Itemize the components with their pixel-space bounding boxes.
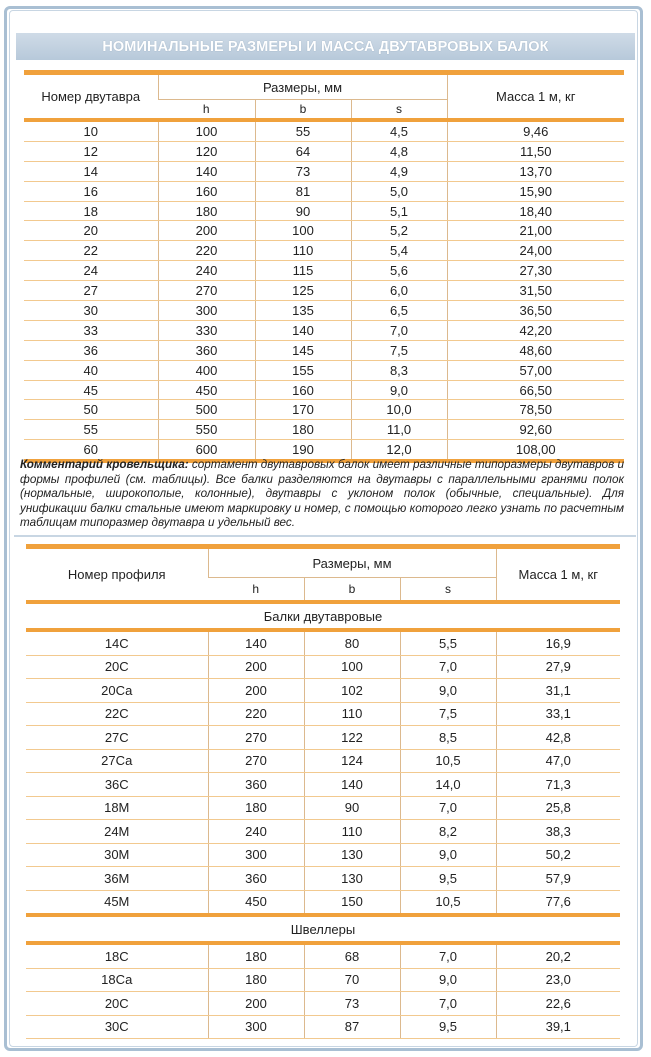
cell-number: 33	[24, 320, 158, 340]
cell-b: 80	[304, 630, 400, 655]
cell-number: 45М	[26, 890, 208, 915]
cell-mass: 18,40	[447, 201, 624, 221]
cell-h: 180	[208, 943, 304, 968]
cell-b: 155	[255, 360, 351, 380]
cell-number: 55	[24, 420, 158, 440]
cell-b: 102	[304, 679, 400, 703]
header-s-2: s	[400, 578, 496, 603]
table-row	[26, 773, 620, 797]
cell-mass: 50,2	[496, 843, 620, 867]
table-row	[24, 221, 624, 241]
cell-s: 9,5	[400, 867, 496, 891]
table-row	[24, 301, 624, 321]
cell-b: 73	[304, 992, 400, 1016]
cell-number: 24М	[26, 820, 208, 844]
cell-b: 90	[304, 796, 400, 820]
table-row	[24, 261, 624, 281]
table-row	[26, 890, 620, 915]
cell-number: 27С	[26, 726, 208, 750]
cell-mass: 42,8	[496, 726, 620, 750]
section-title-channels: Швеллеры	[26, 915, 620, 943]
cell-s: 7,0	[400, 992, 496, 1016]
cell-mass: 47,0	[496, 749, 620, 773]
cell-b: 68	[304, 943, 400, 968]
cell-b: 130	[304, 843, 400, 867]
cell-h: 360	[208, 773, 304, 797]
cell-s: 5,1	[351, 201, 447, 221]
cell-s: 7,0	[400, 943, 496, 968]
cell-mass: 36,50	[447, 301, 624, 321]
cell-s: 5,6	[351, 261, 447, 281]
cell-s: 14,0	[400, 773, 496, 797]
cell-mass: 15,90	[447, 181, 624, 201]
cell-number: 36М	[26, 867, 208, 891]
section-title-beams: Балки двутавровые	[26, 602, 620, 630]
roofer-comment	[20, 458, 624, 531]
cell-h: 140	[208, 630, 304, 655]
cell-s: 7,5	[351, 340, 447, 360]
cell-h: 200	[208, 679, 304, 703]
cell-h: 360	[208, 867, 304, 891]
table-row	[24, 320, 624, 340]
cell-b: 70	[304, 968, 400, 992]
cell-h: 200	[208, 655, 304, 679]
cell-mass: 66,50	[447, 380, 624, 400]
cell-s: 12,0	[351, 440, 447, 461]
table-row	[24, 400, 624, 420]
cell-b: 55	[255, 120, 351, 141]
cell-s: 7,0	[400, 655, 496, 679]
table-row	[26, 968, 620, 992]
cell-h: 200	[208, 992, 304, 1016]
cell-number: 14С	[26, 630, 208, 655]
cell-b: 190	[255, 440, 351, 461]
cell-h: 330	[158, 320, 255, 340]
cell-b: 110	[255, 241, 351, 261]
cell-number: 18Са	[26, 968, 208, 992]
cell-number: 18М	[26, 796, 208, 820]
cell-s: 9,0	[400, 679, 496, 703]
cell-number: 12	[24, 141, 158, 161]
header-number: Номер двутавра	[41, 89, 141, 104]
cell-s: 10,5	[400, 749, 496, 773]
cell-b: 125	[255, 281, 351, 301]
cell-mass: 22,6	[496, 992, 620, 1016]
table-row	[26, 630, 620, 655]
table-row	[24, 360, 624, 380]
cell-b: 140	[255, 320, 351, 340]
cell-h: 100	[158, 120, 255, 141]
cell-s: 8,5	[400, 726, 496, 750]
cell-mass: 57,9	[496, 867, 620, 891]
cell-mass: 27,30	[447, 261, 624, 281]
cell-number: 60	[24, 440, 158, 461]
table-row	[26, 726, 620, 750]
cell-b: 110	[304, 820, 400, 844]
cell-b: 90	[255, 201, 351, 221]
profile-table	[26, 544, 620, 1039]
cell-s: 7,0	[351, 320, 447, 340]
table-row	[26, 943, 620, 968]
section-divider	[14, 535, 636, 537]
table-row	[24, 141, 624, 161]
cell-b: 160	[255, 380, 351, 400]
cell-s: 7,5	[400, 702, 496, 726]
cell-mass: 38,3	[496, 820, 620, 844]
cell-h: 400	[158, 360, 255, 380]
cell-number: 20Са	[26, 679, 208, 703]
cell-mass: 42,20	[447, 320, 624, 340]
cell-number: 20С	[26, 992, 208, 1016]
cell-number: 40	[24, 360, 158, 380]
cell-s: 5,4	[351, 241, 447, 261]
cell-b: 115	[255, 261, 351, 281]
cell-number: 16	[24, 181, 158, 201]
table-row	[26, 749, 620, 773]
cell-b: 130	[304, 867, 400, 891]
cell-mass: 20,2	[496, 943, 620, 968]
cell-mass: 11,50	[447, 141, 624, 161]
cell-b: 110	[304, 702, 400, 726]
cell-b: 122	[304, 726, 400, 750]
cell-number: 18	[24, 201, 158, 221]
cell-b: 170	[255, 400, 351, 420]
cell-number: 36С	[26, 773, 208, 797]
table-row	[24, 420, 624, 440]
cell-h: 300	[158, 301, 255, 321]
table-row	[24, 281, 624, 301]
cell-mass: 31,50	[447, 281, 624, 301]
cell-s: 5,0	[351, 181, 447, 201]
table-row	[26, 702, 620, 726]
cell-mass: 78,50	[447, 400, 624, 420]
cell-mass: 33,1	[496, 702, 620, 726]
cell-b: 100	[304, 655, 400, 679]
cell-s: 10,0	[351, 400, 447, 420]
table-row	[26, 867, 620, 891]
cell-mass: 57,00	[447, 360, 624, 380]
cell-s: 6,5	[351, 301, 447, 321]
header-s: s	[351, 100, 447, 121]
cell-mass: 31,1	[496, 679, 620, 703]
cell-mass: 16,9	[496, 630, 620, 655]
table-row	[26, 679, 620, 703]
cell-b: 81	[255, 181, 351, 201]
cell-s: 9,5	[400, 1015, 496, 1039]
cell-h: 270	[158, 281, 255, 301]
header-sizes-2: Размеры, мм	[208, 547, 496, 578]
cell-h: 270	[208, 726, 304, 750]
cell-mass: 108,00	[447, 440, 624, 461]
comment-label: Комментарий кровельщика:	[20, 458, 189, 471]
cell-h: 300	[208, 843, 304, 867]
cell-s: 11,0	[351, 420, 447, 440]
cell-mass: 21,00	[447, 221, 624, 241]
cell-h: 220	[158, 241, 255, 261]
cell-b: 87	[304, 1015, 400, 1039]
cell-s: 5,5	[400, 630, 496, 655]
cell-h: 600	[158, 440, 255, 461]
cell-b: 64	[255, 141, 351, 161]
cell-number: 10	[24, 120, 158, 141]
cell-number: 20С	[26, 655, 208, 679]
cell-number: 27Са	[26, 749, 208, 773]
header-mass: Масса 1 м, кг	[447, 73, 624, 121]
cell-number: 36	[24, 340, 158, 360]
cell-number: 30	[24, 301, 158, 321]
cell-number: 14	[24, 161, 158, 181]
cell-h: 120	[158, 141, 255, 161]
page-title: НОМИНАЛЬНЫЕ РАЗМЕРЫ И МАССА ДВУТАВРОВЫХ БАЛОК	[16, 33, 635, 60]
cell-h: 160	[158, 181, 255, 201]
cell-h: 550	[158, 420, 255, 440]
cell-number: 22С	[26, 702, 208, 726]
cell-h: 450	[158, 380, 255, 400]
header-mass-2: Масса 1 м, кг	[496, 547, 620, 603]
header-h: h	[202, 102, 210, 116]
cell-mass: 9,46	[447, 120, 624, 141]
cell-h: 220	[208, 702, 304, 726]
table-row	[26, 655, 620, 679]
cell-s: 8,3	[351, 360, 447, 380]
cell-mass: 13,70	[447, 161, 624, 181]
cell-mass: 39,1	[496, 1015, 620, 1039]
cell-s: 6,0	[351, 281, 447, 301]
cell-h: 270	[208, 749, 304, 773]
cell-s: 8,2	[400, 820, 496, 844]
cell-h: 140	[158, 161, 255, 181]
cell-b: 135	[255, 301, 351, 321]
comment-text: сортамент двутавровых балок имеет различные типоразмеры двутавров и формы профилей (см. таблицы). Все балки разделяются на двутавры с параллельными гранями полок (нормальные, широкополые, колонные), двутавры с уклоном полок (обычные, специальные). Для унификации балки стальные имеют маркировку и номер, с помощью которого легко узнать по расчетным таблицам типоразмер двутавра и удельный вес.	[20, 458, 625, 530]
table-row	[26, 1015, 620, 1039]
header-sizes: Размеры, мм	[158, 73, 447, 100]
cell-s: 10,5	[400, 890, 496, 915]
cell-s: 9,0	[400, 968, 496, 992]
cell-number: 50	[24, 400, 158, 420]
cell-s: 4,5	[351, 120, 447, 141]
i-beam-table	[24, 70, 624, 463]
cell-number: 18С	[26, 943, 208, 968]
cell-s: 4,8	[351, 141, 447, 161]
cell-h: 180	[208, 796, 304, 820]
cell-number: 24	[24, 261, 158, 281]
cell-h: 300	[208, 1015, 304, 1039]
cell-h: 240	[158, 261, 255, 281]
table-row	[24, 340, 624, 360]
table-row	[26, 796, 620, 820]
cell-h: 450	[208, 890, 304, 915]
table-row	[26, 820, 620, 844]
table-row	[24, 161, 624, 181]
table-row	[26, 843, 620, 867]
cell-mass: 27,9	[496, 655, 620, 679]
cell-number: 20	[24, 221, 158, 241]
header-b-2: b	[304, 578, 400, 603]
cell-b: 73	[255, 161, 351, 181]
table-row	[24, 120, 624, 141]
cell-s: 4,9	[351, 161, 447, 181]
table-row	[24, 241, 624, 261]
cell-b: 145	[255, 340, 351, 360]
header-profile-number: Номер профиля	[67, 567, 166, 582]
cell-h: 180	[208, 968, 304, 992]
table-row	[26, 992, 620, 1016]
cell-b: 140	[304, 773, 400, 797]
cell-b: 180	[255, 420, 351, 440]
cell-number: 22	[24, 241, 158, 261]
table-row	[24, 181, 624, 201]
cell-number: 27	[24, 281, 158, 301]
cell-b: 150	[304, 890, 400, 915]
cell-h: 500	[158, 400, 255, 420]
cell-mass: 24,00	[447, 241, 624, 261]
cell-h: 360	[158, 340, 255, 360]
table-row	[24, 201, 624, 221]
cell-b: 124	[304, 749, 400, 773]
cell-s: 9,0	[400, 843, 496, 867]
cell-h: 200	[158, 221, 255, 241]
cell-mass: 48,60	[447, 340, 624, 360]
header-h-2: h	[252, 582, 260, 596]
cell-mass: 92,60	[447, 420, 624, 440]
cell-mass: 25,8	[496, 796, 620, 820]
cell-mass: 71,3	[496, 773, 620, 797]
table-row	[24, 380, 624, 400]
cell-mass: 77,6	[496, 890, 620, 915]
cell-s: 9,0	[351, 380, 447, 400]
cell-mass: 23,0	[496, 968, 620, 992]
cell-b: 100	[255, 221, 351, 241]
cell-h: 180	[158, 201, 255, 221]
cell-number: 45	[24, 380, 158, 400]
cell-number: 30М	[26, 843, 208, 867]
cell-s: 7,0	[400, 796, 496, 820]
cell-h: 240	[208, 820, 304, 844]
header-b: b	[255, 100, 351, 121]
cell-number: 30С	[26, 1015, 208, 1039]
cell-s: 5,2	[351, 221, 447, 241]
